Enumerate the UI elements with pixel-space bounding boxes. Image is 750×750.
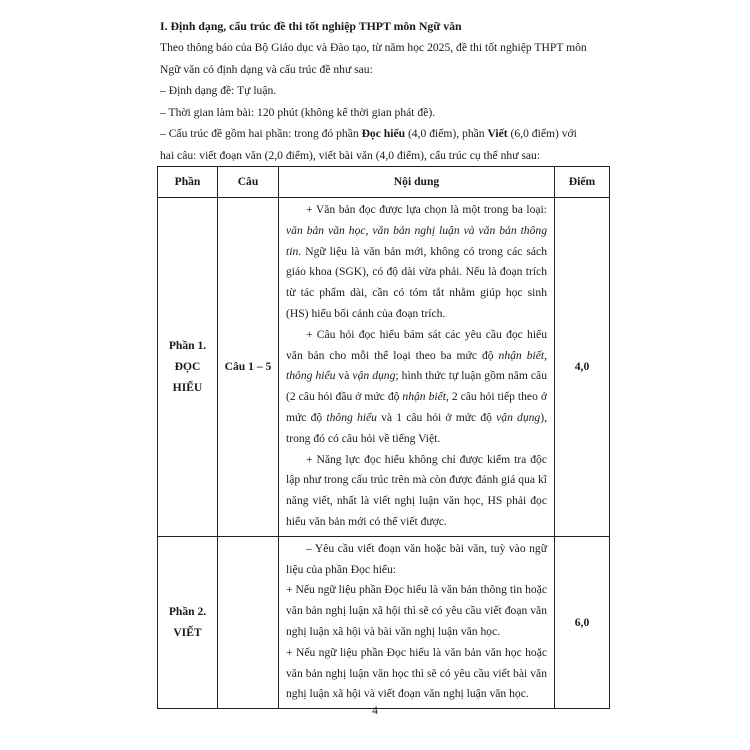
- table-row: [158, 198, 610, 537]
- content-span: và: [335, 369, 353, 383]
- intro-line: Theo thông báo của Bộ Giáo dục và Đào tạo, từ năm học 2025, đề thi tốt nghiệp THPT môn: [160, 41, 587, 54]
- part-label: Phần 2.: [168, 605, 207, 619]
- content-italic: vận dụng: [496, 410, 541, 424]
- exam-structure-table: [157, 166, 610, 709]
- page-number: 4: [372, 704, 378, 717]
- content-span: + Câu hỏi đọc hiểu bám sát các yêu cầu đọc hiểu văn bản cho mỗi thể loại theo ba mức độ: [286, 327, 547, 362]
- content-paragraph: + Nếu ngữ liệu phần Đọc hiểu là văn bản thông tin hoặc văn bản nghị luận xã hội thì sẽ có yêu cầu viết đoạn văn nghị luận xã hội và bài văn nghị luận văn học.: [286, 583, 547, 638]
- header-content: Nội dung: [279, 167, 555, 198]
- intro-text: [160, 37, 620, 167]
- content-paragraph: – Yêu cầu viết đoạn văn hoặc bài văn, tuỳ vào ngữ liệu của phần Đọc hiểu:: [286, 541, 547, 576]
- header-part: Phần: [158, 167, 218, 198]
- content-span: ), trong đó có câu hỏi về tiếng Việt.: [286, 410, 547, 445]
- content-span: + Văn bản đọc được lựa chọn là một trong ba loại:: [306, 203, 547, 216]
- content-span: ,: [544, 348, 547, 362]
- header-score: Điểm: [555, 167, 610, 198]
- part-label: HIỂU: [172, 381, 203, 395]
- table-header-row: [158, 167, 610, 198]
- content-italic: thông hiểu: [326, 410, 377, 424]
- content-paragraph: [286, 200, 547, 325]
- content-italic: thông hiểu: [286, 369, 336, 383]
- content-paragraph: [286, 325, 547, 450]
- content-italic: vận dụng: [352, 369, 396, 383]
- intro-line: – Thời gian làm bài: 120 phút (không kể thời gian phát đề).: [160, 105, 436, 119]
- intro-line: hai câu: viết đoạn văn (2,0 điểm), viết bài văn (4,0 điểm), cấu trúc cụ thể như sau:: [160, 148, 541, 162]
- intro-text-span: (6,0 điểm) với: [507, 127, 577, 141]
- content-span: ; hình thức tự luận gồm năm câu (2 câu hỏi đầu ở mức độ: [286, 369, 548, 404]
- intro-line: [160, 123, 620, 145]
- content-span: . Ngữ liệu là văn bản mới, không có trong các sách giáo khoa (SGK), có độ dài vừa phải. Nếu là đoạn trích từ tác phẩm dài, cần có tóm tắt nhằm giúp học sinh (HS) hiểu bối cảnh của đoạn trích.: [286, 244, 547, 320]
- content-italic: nhận biết: [498, 348, 545, 362]
- question-cell: [218, 536, 279, 708]
- table-row: [158, 536, 610, 708]
- part-cell: [158, 198, 218, 537]
- content-cell: [279, 536, 555, 708]
- content-cell: [279, 198, 555, 537]
- content-italic: nhận biết: [402, 390, 446, 404]
- intro-bold-span: Đọc hiểu: [361, 127, 406, 141]
- part-label: Phần 1.: [168, 339, 207, 353]
- score-cell: 6,0: [555, 536, 610, 708]
- score-cell: 4,0: [555, 198, 610, 537]
- header-question: Câu: [218, 167, 279, 198]
- part-label: ĐỌC: [174, 360, 201, 374]
- content-span: , 2 câu hỏi tiếp theo ở mức độ: [286, 390, 547, 424]
- part-cell: [158, 536, 218, 708]
- content-span: và 1 câu hỏi ở mức độ: [376, 410, 497, 424]
- section-heading: I. Định dạng, cấu trúc đề thi tốt nghiệp THPT môn Ngữ văn: [160, 19, 462, 33]
- question-cell: Câu 1 – 5: [218, 198, 279, 537]
- intro-text-span: (4,0 điểm), phần: [405, 127, 488, 141]
- intro-bold-span: Viết: [487, 127, 508, 141]
- intro-line: Ngữ văn có định dạng và cấu trúc đề như sau:: [160, 62, 373, 76]
- content-paragraph: + Nếu ngữ liệu phần Đọc hiểu là văn bản văn học hoặc văn bản nghị luận văn học thì sẽ có yêu cầu viết bài văn nghị luận xã hội và viết đoạn văn nghị luận văn học.: [286, 645, 547, 701]
- content-italic: văn bản văn học, văn bản nghị luận và văn bản thông tin: [286, 223, 547, 258]
- intro-text-span: – Cấu trúc đề gồm hai phần: trong đó phần: [160, 127, 362, 141]
- content-paragraph: + Năng lực đọc hiểu không chỉ được kiểm tra độc lập như trong cấu trúc trên mà còn được đánh giá qua kĩ năng viết, nhất là viết nghị luận văn học, HS phải đọc hiểu văn bản mới có thể viết được.: [286, 452, 547, 528]
- part-label: VIẾT: [173, 626, 202, 640]
- intro-line: – Định dạng đề: Tự luận.: [160, 84, 277, 98]
